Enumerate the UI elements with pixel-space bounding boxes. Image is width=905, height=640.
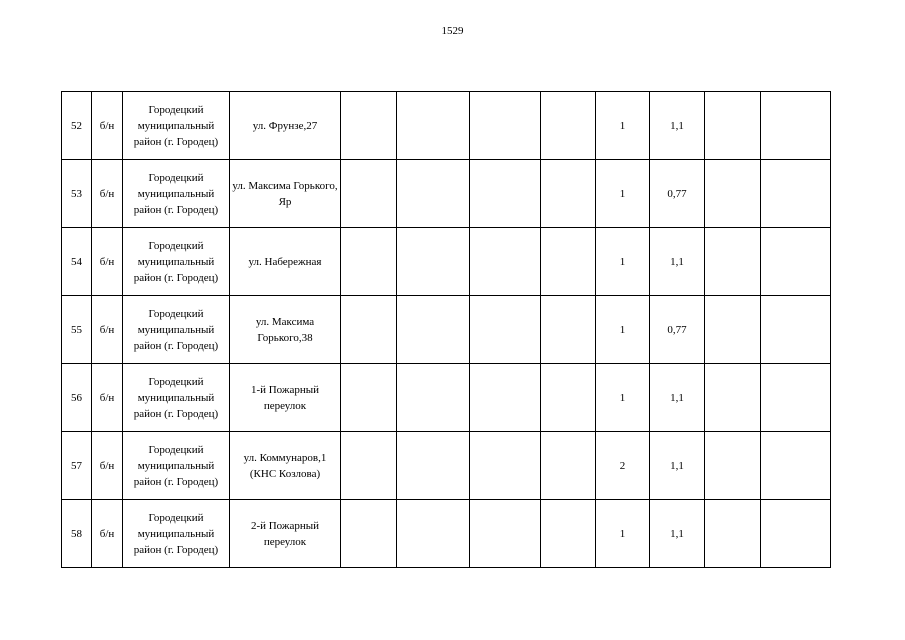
table-row	[62, 160, 831, 228]
code-cell: б/н	[92, 364, 123, 432]
address-cell: 1-й Пожарный переулок	[230, 364, 341, 432]
empty-cell	[341, 364, 397, 432]
count-cell: 1	[596, 160, 650, 228]
empty-cell	[705, 228, 761, 296]
count-cell: 1	[596, 364, 650, 432]
empty-cell	[397, 364, 470, 432]
empty-cell	[470, 432, 541, 500]
table-row	[62, 500, 831, 568]
district-cell: Городецкий муниципальный район (г. Городец)	[123, 296, 230, 364]
address-cell: 2-й Пожарный переулок	[230, 500, 341, 568]
address-cell: ул. Коммунаров,1 (КНС Козлова)	[230, 432, 341, 500]
address-cell: ул. Набережная	[230, 228, 341, 296]
code-cell: б/н	[92, 432, 123, 500]
row-number-cell: 55	[62, 296, 92, 364]
district-cell: Городецкий муниципальный район (г. Городец)	[123, 228, 230, 296]
empty-cell	[470, 92, 541, 160]
table-row	[62, 92, 831, 160]
address-cell: ул. Максима Горького, Яр	[230, 160, 341, 228]
table-row	[62, 296, 831, 364]
empty-cell	[397, 500, 470, 568]
empty-cell	[397, 432, 470, 500]
empty-cell	[705, 364, 761, 432]
code-cell: б/н	[92, 500, 123, 568]
volume-cell: 1,1	[650, 364, 705, 432]
district-cell: Городецкий муниципальный район (г. Городец)	[123, 364, 230, 432]
volume-cell: 1,1	[650, 92, 705, 160]
empty-cell	[397, 228, 470, 296]
address-cell: ул. Фрунзе,27	[230, 92, 341, 160]
district-cell: Городецкий муниципальный район (г. Городец)	[123, 92, 230, 160]
empty-cell	[761, 296, 831, 364]
table-row	[62, 228, 831, 296]
empty-cell	[705, 160, 761, 228]
volume-cell: 0,77	[650, 296, 705, 364]
code-cell: б/н	[92, 228, 123, 296]
empty-cell	[541, 364, 596, 432]
empty-cell	[541, 432, 596, 500]
empty-cell	[470, 228, 541, 296]
row-number-cell: 54	[62, 228, 92, 296]
empty-cell	[705, 296, 761, 364]
volume-cell: 0,77	[650, 160, 705, 228]
volume-cell: 1,1	[650, 500, 705, 568]
count-cell: 2	[596, 432, 650, 500]
empty-cell	[470, 296, 541, 364]
row-number-cell: 53	[62, 160, 92, 228]
empty-cell	[761, 364, 831, 432]
empty-cell	[470, 160, 541, 228]
empty-cell	[341, 228, 397, 296]
empty-cell	[541, 500, 596, 568]
empty-cell	[705, 432, 761, 500]
row-number-cell: 52	[62, 92, 92, 160]
district-cell: Городецкий муниципальный район (г. Городец)	[123, 432, 230, 500]
empty-cell	[541, 228, 596, 296]
empty-cell	[541, 160, 596, 228]
code-cell: б/н	[92, 92, 123, 160]
row-number-cell: 58	[62, 500, 92, 568]
empty-cell	[341, 296, 397, 364]
empty-cell	[397, 296, 470, 364]
empty-cell	[705, 500, 761, 568]
table-row	[62, 432, 831, 500]
empty-cell	[541, 92, 596, 160]
count-cell: 1	[596, 296, 650, 364]
code-cell: б/н	[92, 160, 123, 228]
empty-cell	[470, 500, 541, 568]
empty-cell	[761, 432, 831, 500]
district-cell: Городецкий муниципальный район (г. Городец)	[123, 160, 230, 228]
empty-cell	[397, 92, 470, 160]
count-cell: 1	[596, 92, 650, 160]
empty-cell	[341, 160, 397, 228]
empty-cell	[761, 228, 831, 296]
address-cell: ул. Максима Горького,38	[230, 296, 341, 364]
empty-cell	[541, 296, 596, 364]
empty-cell	[341, 432, 397, 500]
empty-cell	[761, 500, 831, 568]
count-cell: 1	[596, 228, 650, 296]
empty-cell	[470, 364, 541, 432]
volume-cell: 1,1	[650, 432, 705, 500]
code-cell: б/н	[92, 296, 123, 364]
empty-cell	[341, 500, 397, 568]
empty-cell	[341, 92, 397, 160]
empty-cell	[761, 92, 831, 160]
row-number-cell: 57	[62, 432, 92, 500]
empty-cell	[397, 160, 470, 228]
page-number: 1529	[441, 25, 464, 37]
table-row	[62, 364, 831, 432]
empty-cell	[761, 160, 831, 228]
volume-cell: 1,1	[650, 228, 705, 296]
district-cell: Городецкий муниципальный район (г. Городец)	[123, 500, 230, 568]
row-number-cell: 56	[62, 364, 92, 432]
count-cell: 1	[596, 500, 650, 568]
registry-table	[61, 91, 831, 568]
empty-cell	[705, 92, 761, 160]
